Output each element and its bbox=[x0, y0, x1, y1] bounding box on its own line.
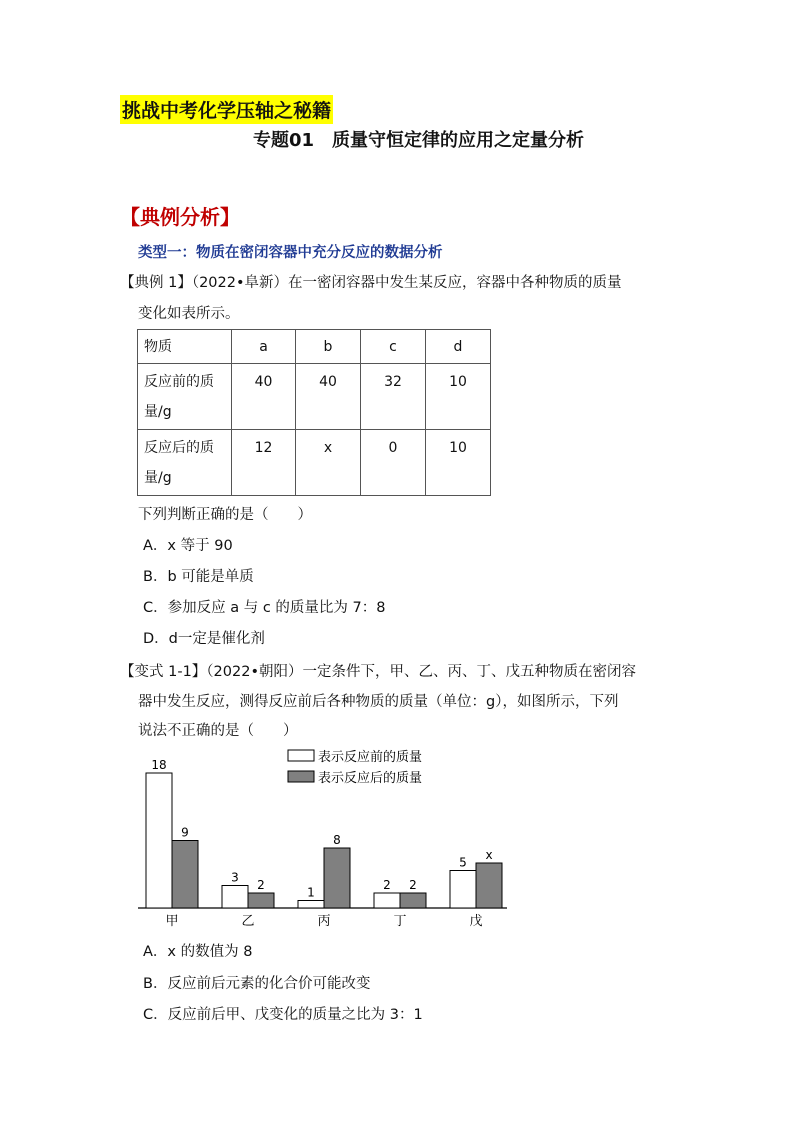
row-label-line: 量/g bbox=[144, 470, 172, 486]
bar-after-3 bbox=[324, 848, 350, 908]
table-cell: 12 bbox=[232, 430, 296, 496]
topic-title: 专题01 质量守恒定律的应用之定量分析 bbox=[253, 130, 585, 151]
option-d: D．d一定是催化剂 bbox=[143, 631, 265, 647]
table-row bbox=[138, 364, 491, 430]
bar-before-5 bbox=[450, 871, 476, 909]
data-label: 1 bbox=[307, 885, 315, 900]
variant1-line2: 器中发生反应，测得反应前后各种物质的质量（单位：g），如图所示，下列 bbox=[138, 694, 619, 710]
table-cell: 10 bbox=[426, 430, 491, 496]
table-cell: 32 bbox=[361, 364, 426, 430]
legend-swatch-before bbox=[288, 750, 314, 761]
variant-option-a: A．x 的数值为 8 bbox=[143, 944, 253, 960]
data-label: 2 bbox=[257, 878, 265, 892]
row-label-line: 反应后的质 bbox=[144, 440, 214, 456]
example1-line2: 变化如表所示。 bbox=[138, 306, 240, 322]
bar-after-4 bbox=[400, 893, 426, 908]
variant1-line3: 说法不正确的是（ ） bbox=[138, 723, 298, 739]
table-header-cell: a bbox=[232, 330, 296, 364]
data-label: 2 bbox=[383, 878, 391, 892]
category-label: 丙 bbox=[317, 914, 331, 929]
bar-after-1 bbox=[172, 841, 198, 909]
table-cell: 10 bbox=[426, 364, 491, 430]
data-label: x bbox=[485, 848, 493, 862]
row-label bbox=[138, 430, 232, 496]
table-cell: 0 bbox=[361, 430, 426, 496]
type-heading: 类型一：物质在密闭容器中充分反应的数据分析 bbox=[138, 245, 443, 261]
table-header-cell: b bbox=[296, 330, 361, 364]
data-label: 5 bbox=[459, 855, 467, 870]
data-label: 18 bbox=[151, 758, 167, 772]
legend-label: 表示反应后的质量 bbox=[318, 771, 423, 786]
collection-banner: 挑战中考化学压轴之秘籍 bbox=[120, 95, 333, 124]
variant-option-c: C．反应前后甲、戊变化的质量之比为 3：1 bbox=[143, 1007, 423, 1023]
category-label: 乙 bbox=[241, 914, 255, 929]
category-label: 丁 bbox=[393, 914, 407, 929]
option-b: B．b 可能是单质 bbox=[143, 569, 254, 585]
data-label: 9 bbox=[181, 825, 189, 840]
legend-label: 表示反应前的质量 bbox=[318, 750, 423, 765]
category-label: 戊 bbox=[469, 914, 483, 929]
bar-after-2 bbox=[248, 893, 274, 908]
row-label-line: 反应前的质 bbox=[144, 374, 214, 390]
table-header-cell: d bbox=[426, 330, 491, 364]
table-cell: 40 bbox=[296, 364, 361, 430]
data-label: 3 bbox=[231, 870, 239, 885]
category-label: 甲 bbox=[165, 914, 179, 929]
data-label: 2 bbox=[409, 878, 417, 892]
variant1-line1: 【变式 1-1】（2022•朝阳）一定条件下，甲、乙、丙、丁、戊五种物质在密闭容 bbox=[120, 664, 636, 680]
section-title: 【典例分析】 bbox=[120, 205, 240, 229]
legend-swatch-after bbox=[288, 771, 314, 782]
example1-line1: 【典例 1】（2022•阜新）在一密闭容器中发生某反应，容器中各种物质的质量 bbox=[120, 275, 622, 291]
data-label: 8 bbox=[333, 833, 341, 847]
table-cell: x bbox=[296, 430, 361, 496]
mass-bar-chart bbox=[120, 742, 520, 932]
bar-before-4 bbox=[374, 893, 400, 908]
table-header-row bbox=[138, 330, 491, 364]
table-header-cell: 物质 bbox=[138, 330, 232, 364]
variant-option-b: B．反应前后元素的化合价可能改变 bbox=[143, 976, 371, 992]
bar-before-2 bbox=[222, 886, 248, 909]
option-c: C．参加反应 a 与 c 的质量比为 7：8 bbox=[143, 600, 386, 616]
table-header-cell: c bbox=[361, 330, 426, 364]
bar-after-5 bbox=[476, 863, 502, 908]
row-label-line: 量/g bbox=[144, 404, 172, 420]
option-a: A．x 等于 90 bbox=[143, 538, 233, 554]
example1-question: 下列判断正确的是（ ） bbox=[138, 507, 312, 523]
bar-before-3 bbox=[298, 901, 324, 909]
table-row bbox=[138, 430, 491, 496]
table-cell: 40 bbox=[232, 364, 296, 430]
mass-table bbox=[137, 329, 491, 496]
row-label bbox=[138, 364, 232, 430]
bar-before-1 bbox=[146, 773, 172, 908]
